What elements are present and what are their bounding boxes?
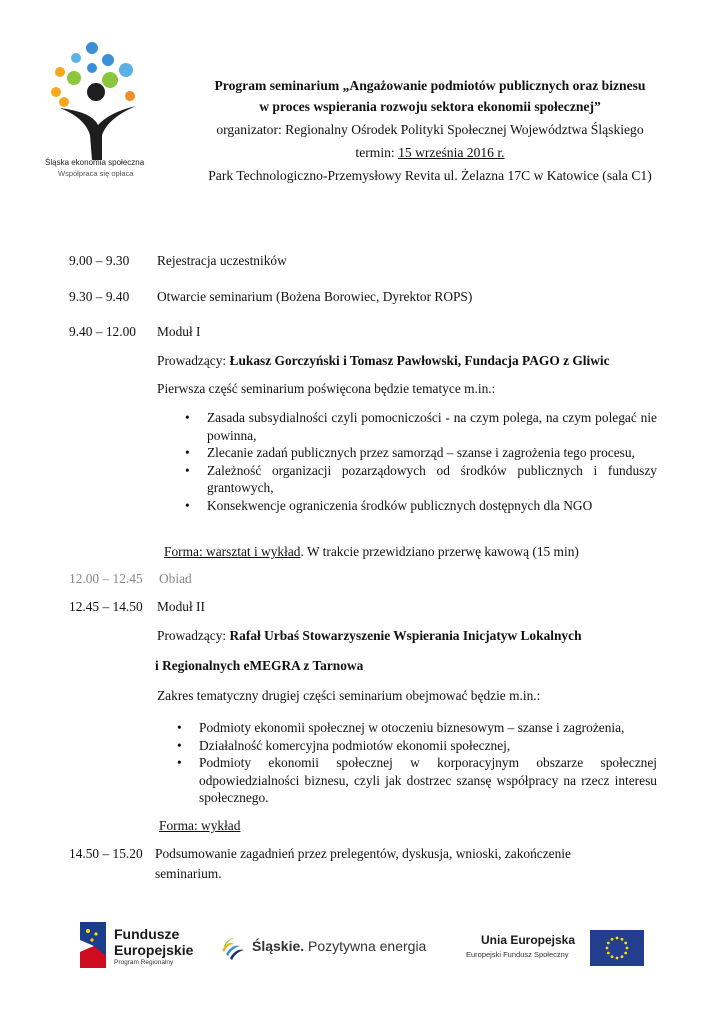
slaskie-logo — [220, 934, 440, 962]
module-2-topics — [177, 719, 657, 807]
date-label: termin: — [355, 145, 399, 160]
agenda-text-1: Rejestracja uczestników — [157, 253, 287, 268]
summary-line-1: Podsumowanie zagadnień przez prelegentów, dyskusja, wnioski, zakończenie — [155, 846, 571, 861]
slaskie-text — [252, 938, 426, 954]
header-block — [150, 76, 710, 186]
fe-line-2: Europejskie — [114, 942, 194, 958]
eu-flag-icon — [590, 930, 644, 966]
module-1-lead-names: Łukasz Gorczyński i Tomasz Pawłowski, Fundacja PAGO z Gliwic — [229, 353, 610, 368]
module-1-form-rest: . W trakcie przewidziano przerwę kawową (15 min) — [300, 544, 579, 559]
module-2-title: Moduł II — [157, 599, 205, 614]
lunch-text: Obiad — [159, 571, 192, 586]
logo-tagline: Współpraca się opłaca — [58, 169, 134, 178]
slaskie-tagline: Pozytywna energia — [308, 938, 427, 954]
list-item: • Konsekwencje ograniczenia środków publicznych dostępnych dla NGO — [185, 497, 657, 515]
ue-line-2: Europejski Fundusz Społeczny — [466, 950, 569, 959]
module-1-lead-label: Prowadzący: — [157, 353, 230, 368]
date-value: 15 września 2016 r. — [398, 145, 505, 160]
unia-europejska-logo — [466, 930, 646, 968]
agenda-time-1: 9.00 – 9.30 — [69, 253, 130, 268]
list-item: • Zlecanie zadań publicznych przez samorząd – szanse i zagrożenia tego procesu, — [185, 444, 657, 462]
summary-line-2: seminarium. — [155, 866, 222, 881]
fe-line-3: Program Regionalny — [114, 959, 174, 966]
module-2-lead-names-1: Rafał Urbaś Stowarzyszenie Wspierania Inicjatyw Lokalnych — [229, 628, 582, 643]
module-2-form-label: Forma: wykład — [159, 818, 241, 833]
module-1-lead — [157, 353, 610, 369]
agenda-time-3: 9.40 – 12.00 — [69, 324, 136, 339]
slaskie-name: Śląskie. — [252, 938, 305, 954]
tree-logo-icon — [40, 40, 152, 160]
fe-flag-icon — [80, 922, 106, 968]
location: Park Technologiczno-Przemysłowy Revita ul. Żelazna 17C w Katowice (sala C1) — [208, 168, 652, 183]
slaskie-wave-icon — [220, 934, 246, 960]
lunch-time: 12.00 – 12.45 — [69, 571, 143, 586]
list-item: • Zależność organizacji pozarządowych od środków publicznych i funduszy grantowych, — [185, 462, 657, 497]
organizer: organizator: Regionalny Ośrodek Polityki Społecznej Województwa Śląskiego — [216, 122, 644, 137]
module-2-lead-cont — [155, 658, 363, 674]
module-1-intro: Pierwsza część seminarium poświęcona będzie tematyce m.in.: — [157, 381, 496, 396]
list-item: • Działalność komercyjna podmiotów ekonomii społecznej, — [177, 737, 657, 755]
module-2-lead-names-2: i Regionalnych eMEGRA z Tarnowa — [155, 658, 364, 673]
module-2-intro: Zakres tematyczny drugiej części seminarium obejmować będzie m.in.: — [157, 688, 541, 703]
ue-line-1: Unia Europejska — [481, 933, 576, 947]
list-item: • Zasada subsydialności czyli pomocniczości - na czym polega, na czym polegać nie powinna, — [185, 409, 657, 444]
title-line-1: Program seminarium „Angażowanie podmiotów publicznych oraz biznesu — [214, 78, 646, 93]
module-2-lead-label: Prowadzący: — [157, 628, 230, 643]
list-item: • Podmioty ekonomii społecznej w korporacyjnym obszarze społecznej odpowiedzialności biznesu, czyli jak dostrzec szansę współpracy na rzecz interesu społecznego. — [177, 754, 657, 807]
logo-name: Śląska ekonomia społeczna — [45, 158, 145, 167]
module-1-form — [164, 544, 579, 560]
logo-seas — [40, 40, 152, 185]
agenda-time-2: 9.30 – 9.40 — [69, 289, 130, 304]
module-1-title: Moduł I — [157, 324, 201, 339]
agenda-time-5: 14.50 – 15.20 — [69, 846, 143, 861]
date-line — [150, 143, 710, 163]
module-2-lead — [157, 628, 582, 644]
title-line-2: w proces wspierania rozwoju sektora ekonomii społecznej” — [259, 99, 601, 114]
agenda-time-4: 12.45 – 14.50 — [69, 599, 143, 614]
module-1-form-label: Forma: warsztat i wykład — [164, 544, 301, 559]
fundusze-europejskie-logo — [80, 922, 200, 972]
agenda-text-2: Otwarcie seminarium (Bożena Borowiec, Dyrektor ROPS) — [157, 289, 473, 304]
list-item: • Podmioty ekonomii społecznej w otoczeniu biznesowym – szanse i zagrożenia, — [177, 719, 657, 737]
fe-line-1: Fundusze — [114, 926, 180, 942]
module-2-form — [159, 818, 240, 834]
module-1-topics — [185, 409, 657, 514]
